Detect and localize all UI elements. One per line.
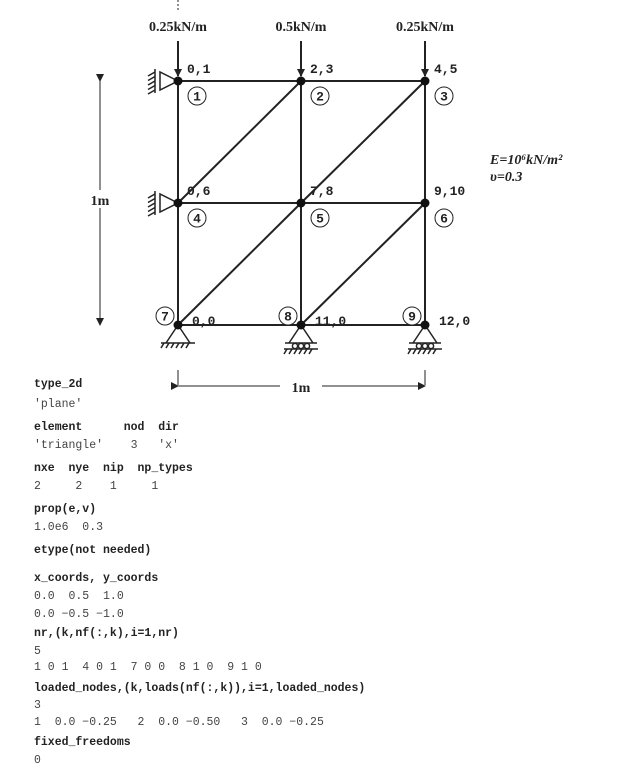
node-number: 8: [284, 309, 292, 325]
values-line: 2 2 1 1: [34, 480, 159, 493]
values-line: 5: [34, 645, 41, 658]
node-number: 2: [316, 89, 324, 105]
node-dot: [297, 77, 306, 86]
variable-names-line: fixed_freedoms: [34, 736, 131, 749]
freedom-label: 4,5: [434, 62, 458, 77]
variable-names-line: etype(not needed): [34, 544, 152, 557]
load-label: 0.25kN/m: [149, 20, 207, 35]
variable-names-line: element nod dir: [34, 421, 179, 434]
node-number: 3: [440, 89, 448, 105]
mesh-nodes: [156, 62, 470, 330]
load-label: 0.5kN/m: [275, 20, 327, 35]
freedom-label: 9,10: [434, 184, 466, 199]
variable-names-line: loaded_nodes,(k,loads(nf(:,k)),i=1,loaded_nodes): [34, 682, 366, 695]
values-line: 3: [34, 699, 41, 712]
values-line: 1 0.0 −0.25 2 0.0 −0.50 3 0.0 −0.25: [34, 716, 324, 729]
freedom-label: 0,6: [187, 184, 211, 199]
height-label: 1m: [90, 194, 110, 209]
node-number: 5: [316, 211, 324, 227]
variable-names-line: nxe nye nip np_types: [34, 462, 193, 475]
freedom-label: 11,0: [315, 314, 347, 329]
width-label: 1m: [291, 381, 311, 396]
node-dot: [297, 321, 306, 330]
values-line: 1 0 1 4 0 1 7 0 0 8 1 0 9 1 0: [34, 661, 262, 674]
node-number: 6: [440, 211, 448, 227]
load-label: 0.25kN/m: [396, 20, 454, 35]
variable-names-line: prop(e,v): [34, 503, 97, 516]
height-dimension: [86, 81, 110, 325]
freedom-label: 7,8: [310, 184, 334, 199]
node-dot: [174, 199, 183, 208]
node-number: 7: [161, 309, 169, 325]
variable-names-line: nr,(k,nf(:,k),i=1,nr): [34, 627, 179, 640]
poissons-ratio: υ=0.3: [490, 170, 523, 185]
values-line: 0.0 0.5 1.0: [34, 590, 124, 603]
node-dot: [174, 77, 183, 86]
freedom-label: 0,0: [192, 314, 216, 329]
node-number: 9: [408, 309, 416, 325]
youngs-modulus: E=10⁶kN/m²: [490, 153, 563, 168]
freedom-label: 12,0: [439, 314, 471, 329]
node-number: 1: [193, 89, 201, 105]
node-dot: [174, 321, 183, 330]
variable-names-line: x_coords, y_coords: [34, 572, 159, 585]
values-line: 1.0e6 0.3: [34, 521, 104, 534]
node-dot: [297, 199, 306, 208]
node-dot: [421, 321, 430, 330]
node-dot: [421, 77, 430, 86]
freedom-label: 0,1: [187, 62, 211, 77]
freedom-label: 2,3: [310, 62, 334, 77]
values-line: 'triangle' 3 'x': [34, 439, 179, 452]
values-line: 'plane': [34, 398, 83, 411]
values-line: 0: [34, 754, 41, 767]
node-number: 4: [193, 211, 201, 227]
width-dimension: [178, 370, 425, 396]
node-dot: [421, 199, 430, 208]
values-line: 0.0 −0.5 −1.0: [34, 608, 124, 621]
variable-names-line: type_2d: [34, 378, 83, 391]
